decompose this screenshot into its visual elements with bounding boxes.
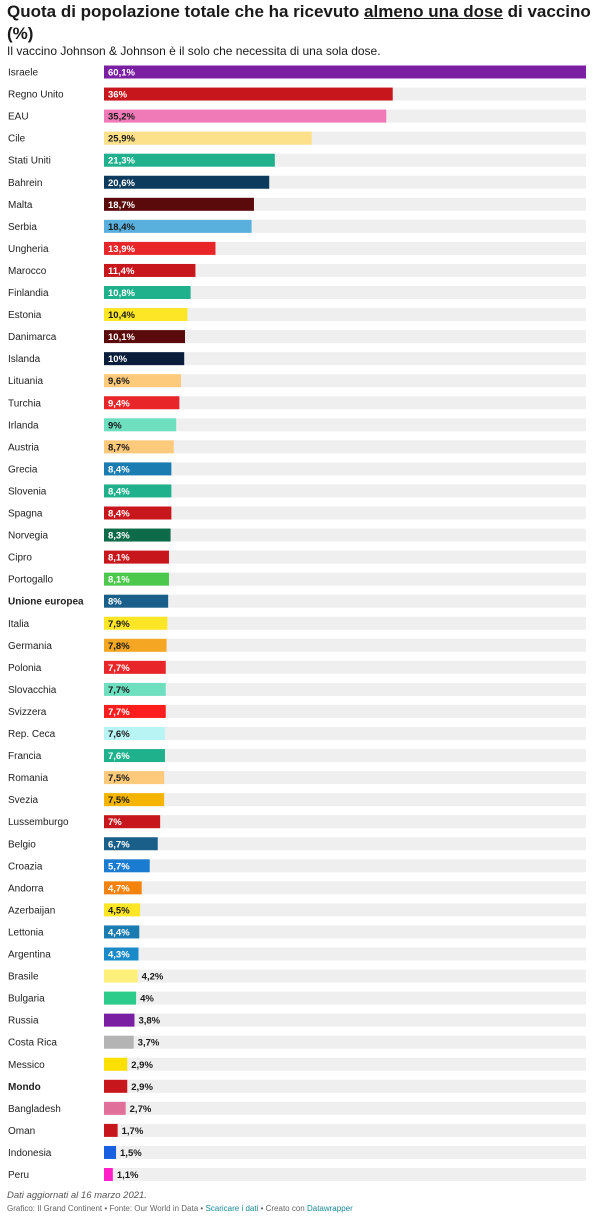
bar-track [104, 639, 586, 652]
bar-row [8, 859, 586, 872]
bar-label: Slovenia [8, 486, 47, 498]
bar-value-label: 13,9% [108, 243, 135, 255]
bar-value-label: 7,8% [108, 640, 130, 652]
bar-track [104, 440, 586, 453]
title-part-1: Quota di popolazione totale che ha ricevuto [7, 2, 365, 21]
bar-value-label: 60,1% [108, 67, 135, 79]
bar-track [104, 859, 586, 872]
bar-row [8, 771, 586, 784]
bar-row [8, 881, 586, 894]
bar-row [8, 330, 586, 343]
bar-label: Andorra [8, 883, 44, 895]
bar-row [8, 88, 586, 101]
bar-value-label: 2,9% [131, 1081, 153, 1093]
bar-value-label: 25,9% [108, 133, 135, 145]
bar-label: Germania [8, 640, 52, 652]
bar-track [104, 727, 586, 740]
bar-label: Grecia [8, 464, 38, 476]
bar-value-label: 7,6% [108, 729, 130, 740]
bar-label: Estonia [8, 310, 42, 322]
bar-row [8, 573, 586, 586]
bar-label: Polonia [8, 662, 42, 674]
bar-value-label: 8,4% [108, 464, 130, 476]
bar-label: Lussemburgo [8, 817, 69, 829]
bar-row [8, 617, 586, 630]
bar-label: Israele [8, 67, 39, 79]
bar-track [104, 771, 586, 784]
bar [104, 1124, 118, 1137]
bar-row [8, 66, 586, 79]
bar-track [104, 507, 586, 520]
credits-line [7, 1204, 353, 1213]
bar-label: Argentina [8, 949, 51, 961]
bar-row [8, 374, 586, 387]
bar-row [8, 551, 586, 564]
credits-prefix: Grafico: Il Grand Continent • Fonte: Our World in Data • [7, 1204, 206, 1213]
bar-track [104, 551, 586, 564]
bar-track [104, 484, 586, 497]
bar-track [104, 925, 586, 938]
bar-label: Rep. Ceca [8, 729, 56, 740]
bar [104, 1080, 127, 1093]
bar-value-label: 8,7% [108, 442, 130, 454]
bar-value-label: 2,7% [129, 1103, 152, 1115]
datawrapper-link[interactable]: Datawrapper [306, 1204, 353, 1213]
bar-track [104, 793, 586, 806]
bar-row [8, 462, 586, 475]
data-note: Dati aggiornati al 16 marzo 2021. [7, 1190, 147, 1201]
bar-value-label: 21,3% [108, 155, 135, 167]
bar-value-label: 9,6% [108, 376, 130, 388]
chart-subtitle: Il vaccino Johnson & Johnson è il solo che necessita di una sola dose. [7, 44, 381, 58]
bar-label: Marocco [8, 265, 47, 277]
bar-label: Lettonia [8, 927, 44, 939]
bar-label: Mondo [8, 1081, 41, 1093]
bar [104, 1102, 126, 1115]
bar-label: Slovacchia [8, 684, 57, 696]
bar-row [8, 418, 586, 431]
bar-track [104, 749, 586, 762]
bar-row [8, 948, 586, 961]
bar-row [8, 925, 586, 938]
bar-label: Islanda [8, 354, 41, 366]
bar-value-label: 7,9% [108, 618, 130, 630]
bar-label: Serbia [8, 221, 37, 233]
bar-row [8, 1146, 586, 1159]
bar-row [8, 1168, 586, 1181]
bar-track [104, 881, 586, 894]
bar-value-label: 4,4% [108, 927, 130, 939]
bar [104, 132, 312, 145]
bar-value-label: 4% [140, 993, 154, 1005]
bar-track [104, 1080, 586, 1093]
bar-value-label: 4,2% [141, 971, 164, 983]
bar-track [104, 617, 586, 630]
bar-row [8, 749, 586, 762]
bar [104, 1014, 134, 1027]
bar-value-label: 9,4% [108, 398, 130, 410]
bar-row [8, 970, 586, 983]
bar-value-label: 7,7% [108, 706, 130, 718]
bar-row [8, 154, 586, 167]
bar-track [104, 1102, 586, 1115]
bar-label: Messico [8, 1059, 45, 1071]
bar-track [104, 992, 586, 1005]
bar-label: Brasile [8, 971, 39, 983]
bar-row [8, 1058, 586, 1071]
bar-label: EAU [8, 111, 29, 123]
bar-label: Norvegia [8, 530, 49, 542]
bar-value-label: 8,4% [108, 508, 130, 520]
bar-value-label: 8,1% [108, 574, 130, 586]
bar [104, 88, 393, 101]
bar-label: Stati Uniti [8, 155, 51, 167]
bar-label: Russia [8, 1015, 39, 1027]
bar-row [8, 484, 586, 497]
bar-track [104, 1058, 586, 1071]
bar-label: Turchia [8, 398, 41, 410]
bar-value-label: 3,7% [137, 1037, 160, 1049]
bar-row [8, 198, 586, 211]
title-part-2: di vaccino (%) [7, 2, 591, 43]
bar-label: Austria [8, 442, 40, 454]
bar-row [8, 242, 586, 255]
bar-value-label: 7,7% [108, 684, 130, 696]
bar-value-label: 9% [108, 420, 122, 432]
bar-row [8, 992, 586, 1005]
bar [104, 970, 138, 983]
bar-label: Francia [8, 751, 42, 763]
bar-label: Regno Unito [8, 89, 64, 101]
bar-row [8, 352, 586, 365]
bar-row [8, 1036, 586, 1049]
bar-row [8, 176, 586, 189]
bar-label: Malta [8, 199, 33, 211]
bar-track [104, 418, 586, 431]
bar-value-label: 1,5% [120, 1147, 142, 1159]
bar-label: Unione europea [8, 596, 84, 608]
bar-row [8, 507, 586, 520]
bar-label: Cipro [8, 552, 32, 564]
bar-label: Bangladesh [8, 1103, 61, 1115]
bar-label: Oman [8, 1125, 36, 1137]
bar-row [8, 1080, 586, 1093]
bar-value-label: 18,4% [108, 221, 135, 233]
bar-track [104, 1124, 586, 1137]
bar-row [8, 264, 586, 277]
bar-label: Italia [8, 618, 30, 630]
bar-value-label: 8,4% [108, 486, 130, 498]
bar-value-label: 10,4% [108, 310, 135, 322]
bar-value-label: 7% [108, 817, 122, 829]
bar-value-label: 35,2% [108, 111, 135, 123]
bar-row [8, 286, 586, 299]
bar-label: Bahrein [8, 177, 43, 189]
bar-label: Finlandia [8, 288, 49, 299]
bar-track [104, 705, 586, 718]
bar-track [104, 948, 586, 961]
bar-track [104, 661, 586, 674]
bar-row [8, 220, 586, 233]
bar-row [8, 529, 586, 542]
bar-track [104, 1146, 586, 1159]
bar-label: Ungheria [8, 243, 49, 255]
bar-label: Belgio [8, 839, 36, 851]
bar-value-label: 4,5% [108, 905, 130, 917]
bar-row [8, 661, 586, 674]
bar-row [8, 793, 586, 806]
bar-label: Spagna [8, 508, 43, 520]
bar-label: Croazia [8, 861, 43, 873]
bar-value-label: 7,5% [108, 795, 130, 807]
bar-value-label: 7,7% [108, 662, 130, 674]
bar [104, 1036, 134, 1049]
bar-row [8, 308, 586, 321]
bar-value-label: 4,3% [108, 949, 130, 961]
bar-value-label: 10,8% [108, 288, 135, 299]
bar-value-label: 10% [108, 354, 128, 366]
bar-label: Costa Rica [8, 1037, 57, 1049]
bar-track [104, 970, 586, 983]
bar [104, 66, 586, 79]
bar-row [8, 132, 586, 145]
bar-label: Indonesia [8, 1147, 52, 1159]
bar-value-label: 20,6% [108, 177, 135, 189]
bar-track [104, 529, 586, 542]
bar-row [8, 727, 586, 740]
bar [104, 1146, 116, 1159]
bar-label: Bulgaria [8, 993, 45, 1005]
bar-value-label: 7,6% [108, 751, 130, 763]
bar [104, 1058, 127, 1071]
bar-track [104, 573, 586, 586]
bar-track [104, 1014, 586, 1027]
bar-value-label: 4,7% [108, 883, 130, 895]
bar-row [8, 837, 586, 850]
bar-row [8, 1124, 586, 1137]
credits-mid: • Creato con [258, 1204, 307, 1213]
bar-value-label: 18,7% [108, 199, 135, 211]
bar-row [8, 396, 586, 409]
bar-track [104, 683, 586, 696]
bar-label: Danimarca [8, 332, 57, 344]
bar-label: Portogallo [8, 574, 54, 586]
bar-row [8, 1102, 586, 1115]
bar-track [104, 1168, 586, 1181]
bar-row [8, 110, 586, 123]
bar-row [8, 1014, 586, 1027]
bar-value-label: 36% [108, 89, 128, 101]
bar-value-label: 1,7% [121, 1125, 144, 1137]
bar-row [8, 595, 586, 608]
bar-value-label: 1,1% [116, 1170, 139, 1181]
bar-row [8, 815, 586, 828]
bar-row [8, 440, 586, 453]
bar-value-label: 2,9% [131, 1059, 153, 1071]
bar [104, 992, 136, 1005]
bar-label: Romania [8, 773, 49, 785]
bar-track [104, 462, 586, 475]
bar [104, 1168, 113, 1181]
bar-label: Svezia [8, 795, 39, 807]
bar-label: Cile [8, 133, 26, 145]
bar-label: Azerbaijan [8, 905, 56, 917]
bar-label: Svizzera [8, 706, 47, 718]
bar-label: Lituania [8, 376, 44, 388]
bar-value-label: 3,8% [138, 1015, 161, 1027]
bar [104, 110, 386, 123]
bar-row [8, 639, 586, 652]
bar-value-label: 8% [108, 596, 122, 608]
bar-value-label: 5,7% [108, 861, 130, 873]
bar-value-label: 6,7% [108, 839, 130, 851]
bar-track [104, 1036, 586, 1049]
bar-value-label: 10,1% [108, 332, 135, 344]
bar-track [104, 903, 586, 916]
bar-track [104, 815, 586, 828]
bar-row [8, 903, 586, 916]
bar-row [8, 705, 586, 718]
bar-value-label: 8,3% [108, 530, 130, 542]
bar-value-label: 7,5% [108, 773, 130, 785]
bar-value-label: 11,4% [108, 265, 135, 277]
download-data-link[interactable]: Scaricare i dati [205, 1204, 259, 1213]
bar-value-label: 8,1% [108, 552, 130, 564]
bar-track [104, 837, 586, 850]
bar-track [104, 595, 586, 608]
bar-label: Irlanda [8, 420, 39, 432]
bar-label: Peru [8, 1170, 30, 1181]
title-underlined-part: almeno una dose [364, 2, 503, 21]
bar-row [8, 683, 586, 696]
